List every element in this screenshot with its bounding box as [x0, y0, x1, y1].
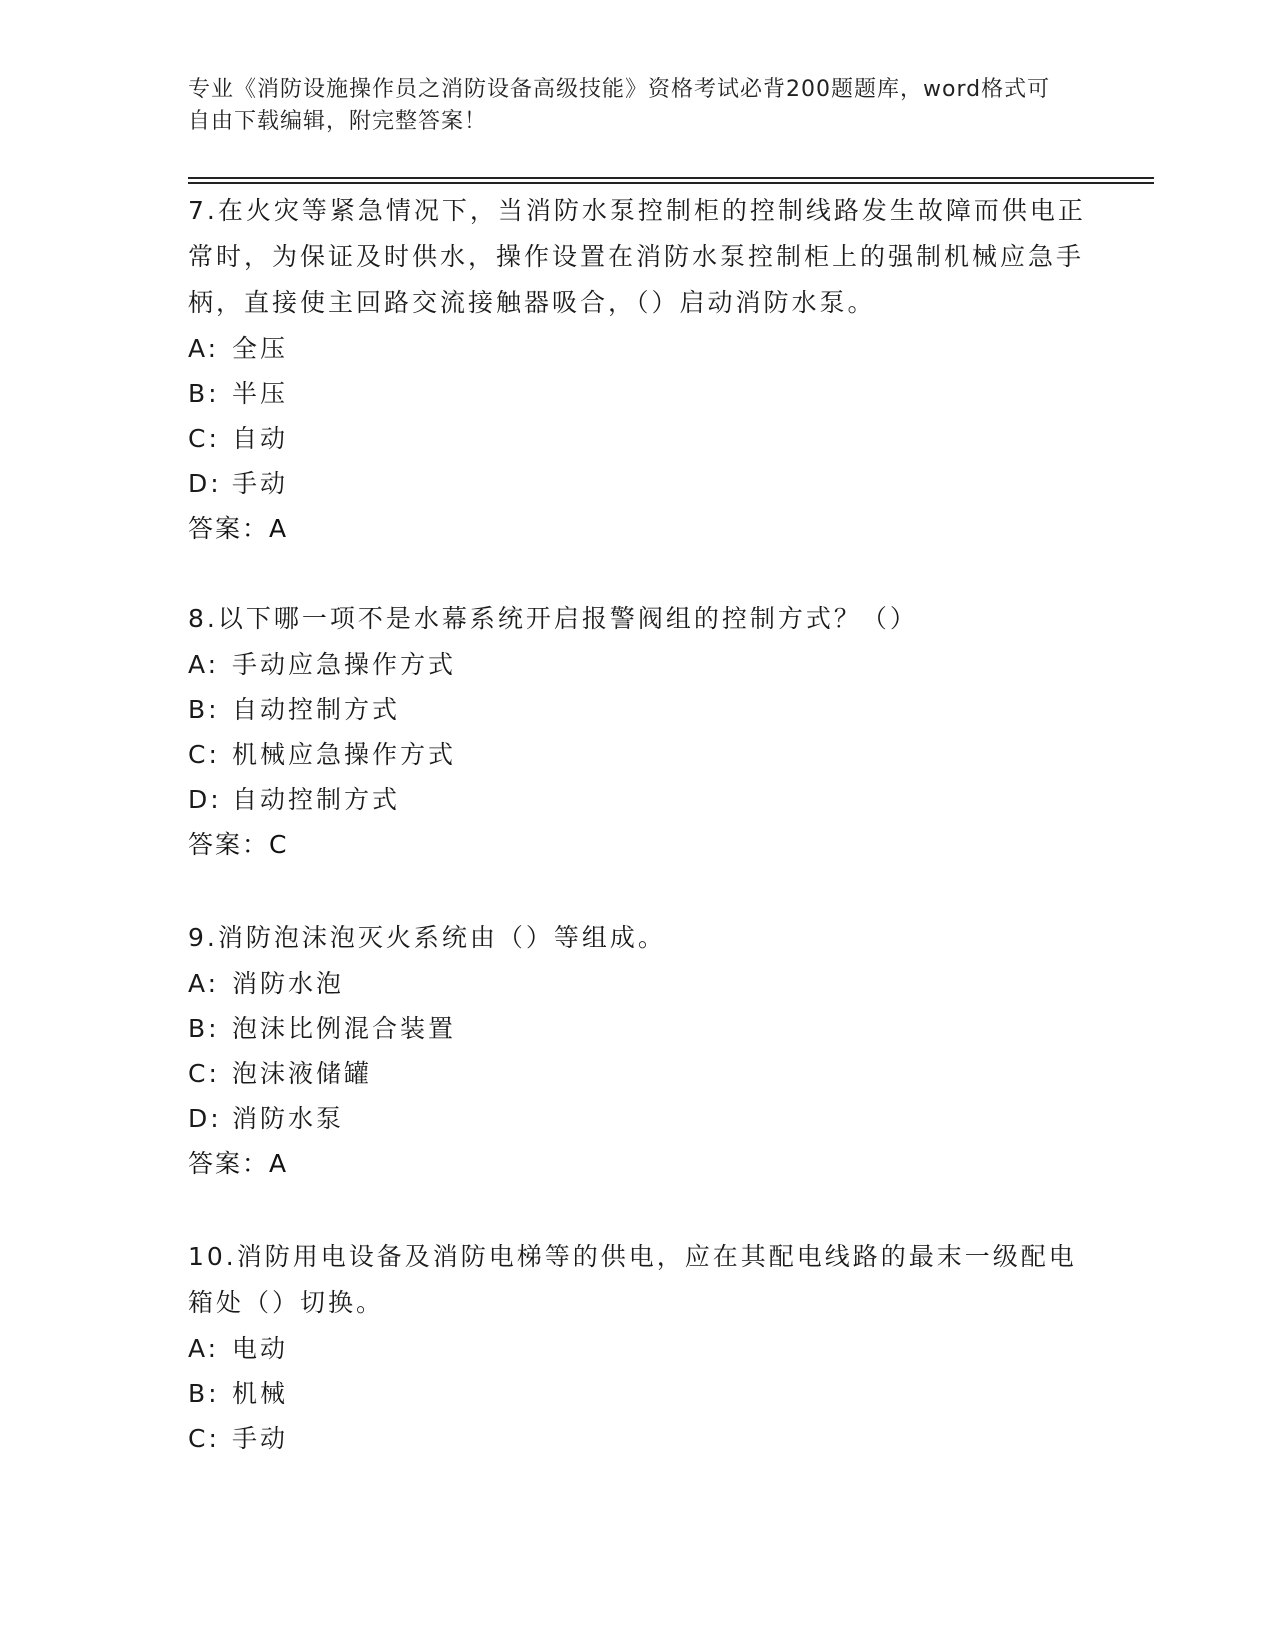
option-text: 手动应急操作方式 [232, 650, 457, 679]
option-d [188, 1096, 1088, 1141]
option-key: D: [188, 785, 222, 814]
option-key: A: [188, 1334, 220, 1363]
option-text: 手动 [232, 1424, 289, 1453]
question-stem: 7.在火灾等紧急情况下，当消防水泵控制柜的控制线路发生故障而供电正常时，为保证及时供水，操作设置在消防水泵控制柜上的强制机械应急手柄，直接使主回路交流接触器吸合，（）启动消防水泵。 [188, 196, 1086, 317]
option-b [188, 1371, 1088, 1416]
option-text: 机械 [232, 1379, 289, 1408]
option-c [188, 1051, 1088, 1096]
option-text: 半压 [232, 379, 289, 408]
option-a [188, 961, 1088, 1006]
option-key: D: [188, 1104, 222, 1133]
option-text: 泡沫比例混合装置 [232, 1014, 457, 1043]
option-text: 消防水泵 [232, 1104, 345, 1133]
option-c [188, 732, 1088, 777]
option-key: A: [188, 969, 220, 998]
answer-label: 答案：A [188, 1149, 289, 1178]
option-text: 机械应急操作方式 [232, 740, 457, 769]
option-key: C: [188, 1059, 220, 1088]
option-text: 消防水泡 [232, 969, 345, 998]
option-b [188, 371, 1088, 416]
question-9 [188, 915, 1088, 1187]
answer-label: 答案：A [188, 514, 289, 543]
option-key: B: [188, 1014, 220, 1043]
option-b [188, 687, 1088, 732]
question-stem: 8.以下哪一项不是水幕系统开启报警阀组的控制方式？（） [188, 604, 918, 633]
question-stem: 9.消防泡沫泡灭火系统由（）等组成。 [188, 923, 666, 952]
option-text: 手动 [232, 469, 289, 498]
option-a [188, 326, 1088, 371]
option-key: B: [188, 379, 220, 408]
option-key: C: [188, 1424, 220, 1453]
option-text: 自动控制方式 [232, 785, 401, 814]
option-key: C: [188, 740, 220, 769]
option-text: 自动 [232, 424, 289, 453]
option-key: A: [188, 650, 220, 679]
option-c [188, 416, 1088, 461]
option-key: B: [188, 1379, 220, 1408]
option-d [188, 461, 1088, 506]
question-7 [188, 188, 1088, 552]
option-a [188, 642, 1088, 687]
question-8 [188, 596, 1088, 868]
option-a [188, 1326, 1088, 1371]
question-stem: 10.消防用电设备及消防电梯等的供电，应在其配电线路的最末一级配电箱处（）切换。 [188, 1242, 1077, 1317]
option-key: C: [188, 424, 220, 453]
header-divider-top [188, 177, 1154, 179]
option-text: 泡沫液储罐 [232, 1059, 373, 1088]
option-key: D: [188, 469, 222, 498]
option-key: A: [188, 334, 220, 363]
document-header: 专业《消防设施操作员之消防设备高级技能》资格考试必背200题题库，word格式可自由下载编辑，附完整答案！ [188, 77, 1051, 134]
option-key: B: [188, 695, 220, 724]
option-b [188, 1006, 1088, 1051]
question-10 [188, 1234, 1088, 1461]
option-d [188, 777, 1088, 822]
option-text: 全压 [232, 334, 289, 363]
option-text: 自动控制方式 [232, 695, 401, 724]
option-text: 电动 [232, 1334, 289, 1363]
option-c [188, 1416, 1088, 1461]
answer-label: 答案：C [188, 830, 289, 859]
header-divider-bottom [188, 182, 1154, 184]
